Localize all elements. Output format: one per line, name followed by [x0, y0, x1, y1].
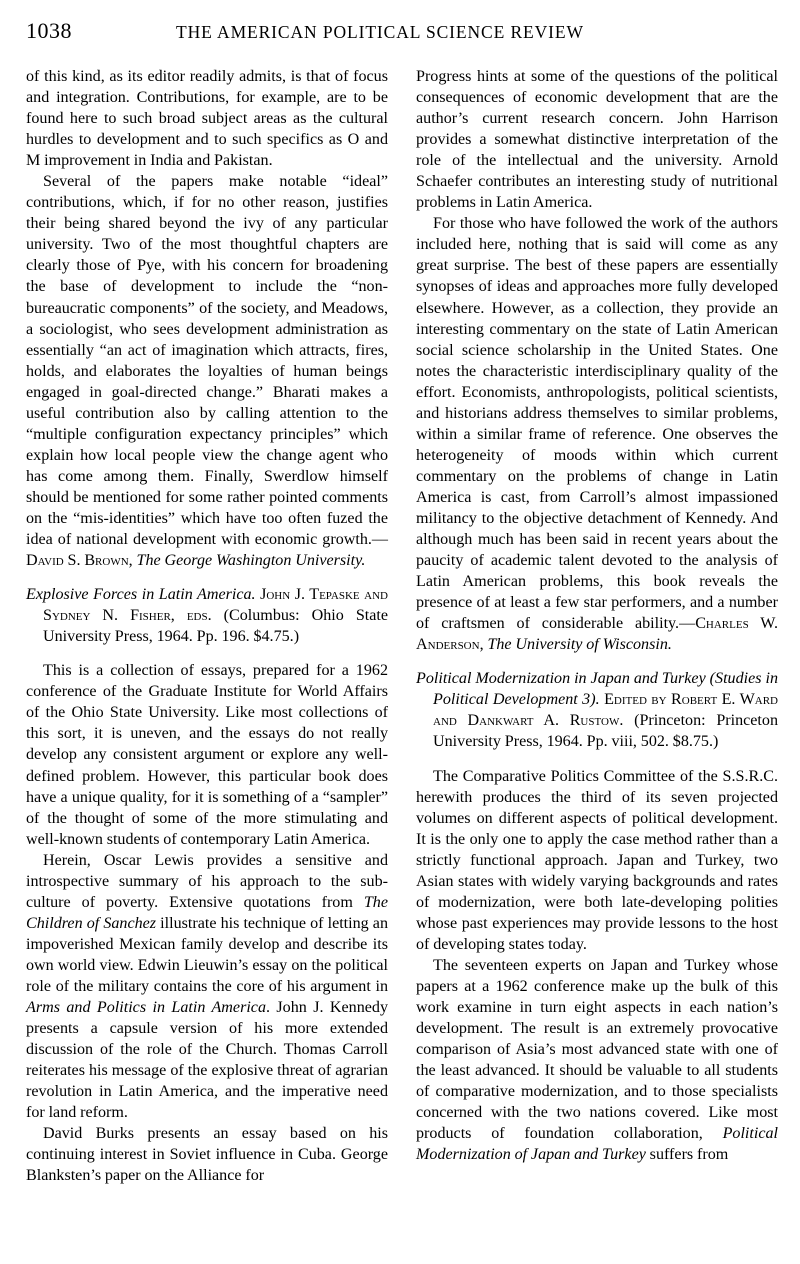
paragraph-continued: of this kind, as its editor readily admits, is that of focus and integration. Contributions, for example, are to be found here to such broad subject areas as the cultural hurdles to development and to such specifics as O and M improvement in India and Pakistan.	[26, 68, 388, 170]
cited-title: Arms and Politics in Latin America	[26, 999, 266, 1017]
book-editors: John J. Tepaske and Sydney N. Fisher,	[43, 586, 388, 625]
right-column	[416, 66, 778, 1165]
reviewer-name: Charles W. Anderson,	[416, 615, 778, 654]
book-imprint: (Columbus: Ohio State University Press, 1964. Pp. 196. $4.75.)	[43, 607, 388, 646]
paragraph: This is a collection of essays, prepared for a 1962 conference of the Graduate Institute for World Affairs of the Ohio State University. Like most collections of this sort, it is uneven, and the essays do not really develop any consistent argument or explore any well-defined problem. However, this particular book does have a unique quality, for it is something of a “sampler” of the thought of some of the more stimulating and well-known students of contemporary Latin America.	[26, 662, 388, 848]
text-segment: illustrate his technique of letting an impoverished Mexican family develop and describe its own world view. Edwin Lieuwin’s essay on the political role of the military contains the core of his argument in	[26, 914, 388, 995]
left-column	[26, 66, 388, 1186]
paragraph-clipped	[416, 955, 778, 1165]
book-series: (Studies in Political Development 3).	[433, 670, 778, 709]
reviewer-affiliation: The University of Wisconsin.	[487, 636, 672, 654]
paragraph-text: For those who have followed the work of the authors included here, nothing that is said will come as any great surprise. The best of these papers are essentially synopses of ideas and approaches more fully developed elsewhere. However, as a collection, they provide an interesting commentary on the state of Latin American social science scholarship in the United States. One notes the characteristic interdisciplinary quality of the effort. Economists, anthropologists, political scientists, and historians address themselves to similar problems, within a similar frame of reference. One observes the heterogeneity of moods within which current commentary on the problems of change in Latin America is cast, from Carroll’s almost impassioned militancy to the objective detachment of Kennedy. And although much has been said in recent years about the paucity of academic talent devoted to the analysis of Latin American problems, this book reveals the presence of at least a few star performers, and a number of craftsmen of considerable ability.	[416, 215, 778, 633]
text-segment: The seventeen experts on Japan and Turkey whose papers at a 1962 conference make up the bulk of this work examine in turn eight aspects in each nation’s development. The result is an extremely provocative comparison of Asia’s most advanced state with one of the least advanced. It should be valuable to all students of comparative modernization, and to those specialists concerned with the two nations covered. Like most products of foundation collaboration,	[416, 956, 778, 1143]
text-segment: Herein, Oscar Lewis provides a sensitive and introspective summary of his approach to the sub-culture of poverty. Extensive quotations from	[26, 851, 388, 911]
cited-title: The Children of Sanchez	[26, 893, 388, 932]
page-masthead	[26, 18, 774, 60]
paragraph-continued: Progress hints at some of the questions of the political consequences of economic development that are the author’s current research concern. John Harrison provides a somewhat distinctive interpretation of the role of the intellectual and the university. Arnold Schaefer contributes an interesting study of nutritional problems in Latin America.	[416, 68, 778, 212]
em-dash: —	[679, 615, 696, 633]
paragraph: The Comparative Politics Committee of the S.S.R.C. herewith produces the third of its seven projected volumes on different aspects of political development. It is the only one to apply the case method rather than a strictly functional approach. Japan and Turkey, two Asian states with widely varying backgrounds and rates of modernization, were both late-developing polities whose past experiences may provide lessons to the host of developing states today.	[416, 767, 778, 953]
running-head: THE AMERICAN POLITICAL SCIENCE REVIEW	[176, 22, 584, 42]
em-dash: —	[371, 531, 388, 549]
two-column-layout	[26, 66, 779, 1186]
text-segment: suffers from	[645, 1146, 729, 1164]
edited-by-label: Edited by	[604, 691, 667, 709]
paragraph-text: Several of the papers make notable “ideal” contributions, which, if for no other reason, justifies their being shared beyond the ivy of any particular university. Two of the most thoughtful chapters are clearly those of Pye, with his concern for broadening the base of development to include the “non-bureaucratic components” of the society, and Meadows, a sociologist, who sees development administration as essentially “an act of imagination which attracts, fires, holds, and elaborates the loyalties of human beings engaged in goal-directed change.” Bharati makes a useful contribution also by calling attention to the “multiple configuration expectancy principles” which explain how local people view the change agent who has come among them. Finally, Swerdlow himself should be mentioned for some rather pointed comments on the “mis-identities” which have too often fuzed the idea of national development with economic growth.	[26, 173, 388, 549]
book-editors: Robert E. Ward and Dankwart A. Rustow.	[433, 691, 778, 730]
book-citation	[416, 668, 778, 752]
reviewer-affiliation: The George Washington University.	[136, 552, 366, 570]
book-title: Explosive Forces in Latin America.	[26, 586, 256, 604]
reviewer-name: David S. Brown	[26, 552, 129, 570]
paragraph-clipped: David Burks presents an essay based on his continuing interest in Soviet influence in Cuba. George Blanksten’s paper on the Alliance for	[26, 1125, 388, 1185]
text-segment: . John J. Kennedy presents a capsule version of his more extended discussion of the role of the Church. Thomas Carroll reiterates his message of the explosive threat of agrarian revolution in Latin America, and the imperative need for land reform.	[26, 999, 388, 1122]
book-title: Political Modernization in Japan and Turkey	[416, 670, 706, 688]
page-number: 1038	[26, 18, 72, 43]
book-imprint: (Princeton: Princeton University Press, 1964. Pp. viii, 502. $8.75.)	[433, 712, 779, 751]
paragraph-with-titles	[26, 850, 388, 1124]
paragraph	[26, 171, 388, 571]
cited-title: Political Modernization of Japan and Turkey	[416, 1125, 778, 1164]
eds-label: eds.	[186, 607, 212, 625]
paragraph	[416, 213, 778, 655]
book-citation	[26, 584, 388, 647]
signature-separator: ,	[128, 552, 137, 570]
